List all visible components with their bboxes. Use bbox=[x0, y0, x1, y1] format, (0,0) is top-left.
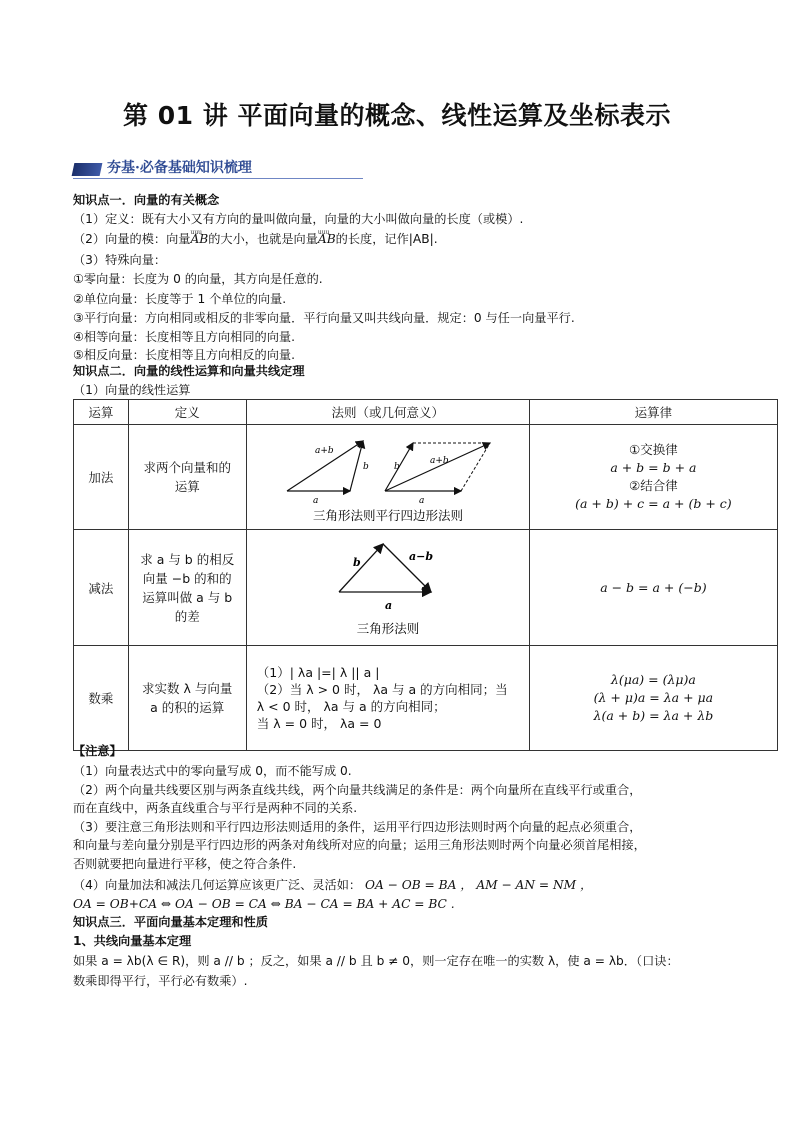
sub-label-b: b bbox=[352, 556, 361, 569]
sub-def-4: 的差 bbox=[174, 608, 200, 624]
k1-line-5: ②单位向量：长度等于 1 个单位的向量. bbox=[73, 292, 287, 306]
mul-rule-cell bbox=[246, 646, 529, 751]
banner-underline bbox=[73, 178, 363, 179]
k1-line-8: ⑤相反向量：长度相等且方向相反的向量. bbox=[73, 348, 295, 362]
subtraction-diagram bbox=[247, 530, 529, 642]
mul-law-3: λ(a + b) = λa + λb bbox=[593, 708, 714, 723]
note-4d: OA = OB+CA ⇔ OA − OB = CA ⇔ BA − CA = BA + AC = BC . bbox=[73, 897, 455, 911]
k2-heading: 知识点二．向量的线性运算和向量共线定理 bbox=[73, 364, 305, 378]
note-2b: 而在直线中，两条直线重合与平行是两种不同的关系. bbox=[73, 801, 358, 815]
k1-heading: 知识点一．向量的有关概念 bbox=[73, 193, 220, 207]
table-row-sub bbox=[74, 530, 778, 646]
add-law-1: ①交换律 bbox=[629, 442, 678, 457]
table-row-add bbox=[74, 425, 778, 530]
par-vector-sum bbox=[385, 443, 490, 491]
add-def bbox=[128, 425, 246, 530]
add-law-4: (a + b) + c = a + (b + c) bbox=[575, 496, 732, 511]
par-label-ab: a+b bbox=[429, 456, 449, 466]
header-op: 运算 bbox=[74, 400, 129, 425]
table-row-mul bbox=[74, 646, 778, 751]
sub-law: a − b = a + (−b) bbox=[529, 530, 777, 646]
add-rule-cell bbox=[246, 425, 529, 530]
note-3c: 否则就要把向量进行平移，使之符合条件. bbox=[73, 857, 297, 871]
mul-law-cell bbox=[529, 646, 777, 751]
sub-def-3: 运算叫做 a 与 b bbox=[142, 589, 233, 605]
k1-l2d: |AB|. bbox=[408, 232, 438, 246]
mul-def-1: 求实数 λ 与向量 bbox=[142, 681, 233, 696]
mul-def-2: a 的积的运算 bbox=[150, 700, 225, 715]
add-name: 加法 bbox=[74, 425, 129, 530]
addition-diagram bbox=[247, 425, 529, 526]
mul-name: 数乘 bbox=[74, 646, 129, 751]
sub-label-amb: a−b bbox=[408, 550, 433, 563]
sub-name: 减法 bbox=[74, 530, 129, 646]
sub-label-a: a bbox=[384, 599, 392, 612]
k1-line-6: ③平行向量：方向相同或相反的非零向量．平行向量又叫共线向量．规定：0 与任一向量平行. bbox=[73, 311, 575, 325]
add-law-cell bbox=[529, 425, 777, 530]
tri-label-b: b bbox=[362, 462, 369, 472]
add-caption: 三角形法则平行四边形法则 bbox=[312, 508, 463, 523]
vector-ab: uuu AB bbox=[190, 232, 208, 246]
note-3a: （3）要注意三角形法则和平行四边形法则适用的条件，运用平行四边形法则时两个向量的起点必须重合， bbox=[73, 820, 642, 834]
k3-line-1: 如果 a = λb(λ ∈ R)，则 a // b ；反之，如果 a // b 且 b ≠ 0，则一定存在唯一的实数 λ，使 a = λb．（口诀： bbox=[73, 954, 679, 968]
add-law-3: ②结合律 bbox=[629, 478, 678, 493]
sub-def-1: 求 a 与 b 的相反 bbox=[140, 551, 235, 567]
tri-label-a: a bbox=[312, 496, 319, 506]
k1-line-1: （1）定义：既有大小又有方向的量叫做向量，向量的大小叫做向量的长度（或模）. bbox=[73, 212, 524, 226]
table-header-row bbox=[74, 400, 778, 425]
note-4 bbox=[73, 877, 592, 893]
par-label-b: b bbox=[393, 462, 400, 472]
sub-def-2: 向量 −b 的和的 bbox=[142, 570, 232, 586]
k3-sub: 1、共线向量基本定理 bbox=[73, 934, 192, 948]
k1-l2c: 的长度，记作 bbox=[335, 232, 409, 246]
mul-def bbox=[128, 646, 246, 751]
mul-rule-1: （1）| λa |=| λ || a | bbox=[256, 665, 380, 680]
tri-label-ab: a+b bbox=[314, 446, 334, 456]
k1-l2b: 的大小，也就是向量 bbox=[208, 232, 318, 246]
note-2a: （2）两个向量共线要区别与两条直线共线，两个向量共线满足的条件是：两个向量所在直线平行或重合， bbox=[73, 783, 642, 797]
note-1: （1）向量表达式中的零向量写成 0，而不能写成 0. bbox=[73, 764, 352, 778]
k1-line-2 bbox=[73, 231, 438, 247]
page-title: 第 01 讲 平面向量的概念、线性运算及坐标表示 bbox=[123, 101, 671, 130]
sub-caption: 三角形法则 bbox=[356, 621, 420, 636]
note-4c: AM − AN = NM ， bbox=[476, 878, 593, 892]
k3-line-2: 数乘即得平行，平行必有数乘）. bbox=[73, 974, 248, 988]
mul-law-1: λ(μa) = (λμ)a bbox=[610, 672, 696, 687]
section-banner bbox=[73, 156, 363, 180]
k1-line-3: （3）特殊向量： bbox=[73, 253, 167, 267]
note-4a: （4）向量加法和减法几何运算应该更广泛、灵活如： bbox=[73, 878, 362, 892]
k3-heading: 知识点三．平面向量基本定理和性质 bbox=[73, 915, 268, 929]
k1-line-4: ①零向量：长度为 0 的向量，其方向是任意的. bbox=[73, 272, 323, 286]
mul-rule-2: （2）当 λ > 0 时， λa 与 a 的方向相同；当 bbox=[256, 682, 508, 697]
note-4b: OA − OB = BA ， bbox=[364, 878, 473, 892]
header-law: 运算律 bbox=[529, 400, 777, 425]
add-law-2: a + b = b + a bbox=[610, 460, 697, 475]
add-def-1: 求两个向量和的 bbox=[143, 460, 231, 475]
mul-rule-3: λ < 0 时， λa 与 a 的方向相同； bbox=[256, 699, 446, 714]
add-def-2: 运算 bbox=[174, 479, 200, 494]
sub-rule-cell bbox=[246, 530, 529, 646]
sub-vector-b bbox=[339, 544, 383, 592]
par-label-a: a bbox=[418, 496, 425, 506]
k2-sub: （1）向量的线性运算 bbox=[73, 383, 191, 397]
k1-line-7: ④相等向量：长度相等且方向相同的向量. bbox=[73, 330, 295, 344]
operations-table bbox=[73, 399, 778, 751]
header-def: 定义 bbox=[128, 400, 246, 425]
note-3b: 和向量与差向量分别是平行四边形的两条对角线所对应的向量；运用三角形法则时两个向量必须首尾相接， bbox=[73, 838, 646, 852]
banner-bar-icon bbox=[72, 163, 103, 176]
mul-rule-4: 当 λ = 0 时， λa = 0 bbox=[256, 716, 382, 731]
note-heading: 【注意】 bbox=[73, 744, 122, 758]
header-rule: 法则（或几何意义） bbox=[246, 400, 529, 425]
sub-def bbox=[128, 530, 246, 646]
mul-law-2: (λ + μ)a = λa + μa bbox=[593, 690, 714, 705]
banner-text: 夯基·必备基础知识梳理 bbox=[107, 160, 252, 176]
vector-ab-2: uuu AB bbox=[318, 232, 336, 246]
k1-l2a: （2）向量的模：向量 bbox=[73, 232, 191, 246]
